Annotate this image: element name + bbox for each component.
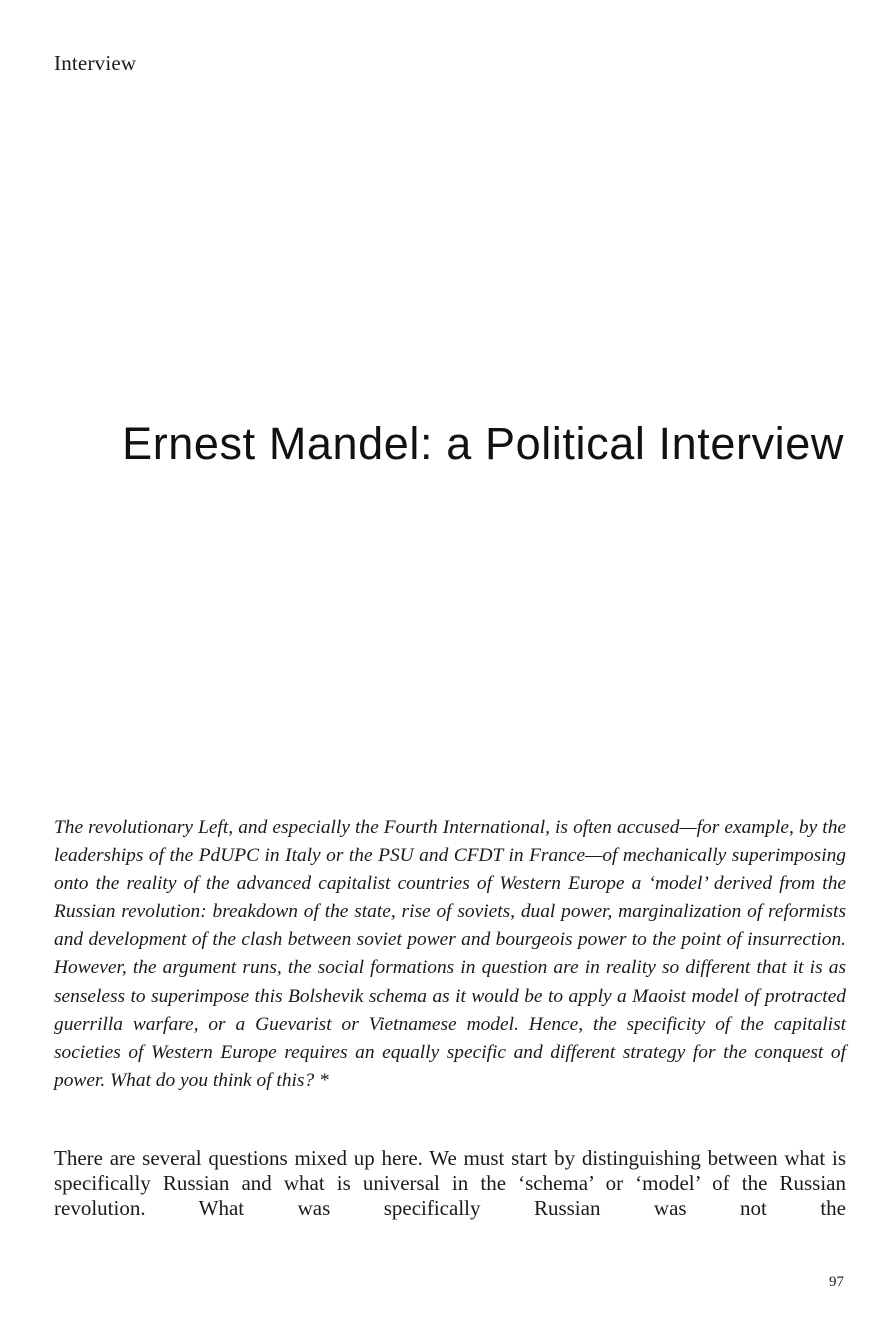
page-number: 97 [829, 1274, 844, 1290]
section-label: Interview [54, 51, 137, 75]
answer-paragraph: There are several questions mixed up here. We must start by distinguishing between what is specifically Russian and what is universal in the ‘schema’ or ‘model’ of the Russian revolution. What was specifically Russian was not the [54, 1146, 846, 1220]
article-title: Ernest Mandel: a Political Interview [122, 418, 844, 469]
intro-question-paragraph: The revolutionary Left, and especially the Fourth International, is often accused—for example, by the leaderships of the PdUPC in Italy or the PSU and CFDT in France—of mechanically superimposing onto the reality of the advanced capitalist countries of Western Europe a ‘model’ derived from the Russian revolution: breakdown of the state, rise of soviets, dual power, marginalization of reformists and development of the clash between soviet power and bourgeois power to the point of insurrection. However, the argument runs, the social formations in question are in reality so different that it is as senseless to superimpose this Bolshevik schema as it would be to apply a Maoist model of protracted guerrilla warfare, or a Guevarist or Vietnamese model. Hence, the specificity of the capitalist societies of Western Europe requires an equally specific and different strategy for the conquest of power. What do you think of this? * [54, 817, 846, 1091]
